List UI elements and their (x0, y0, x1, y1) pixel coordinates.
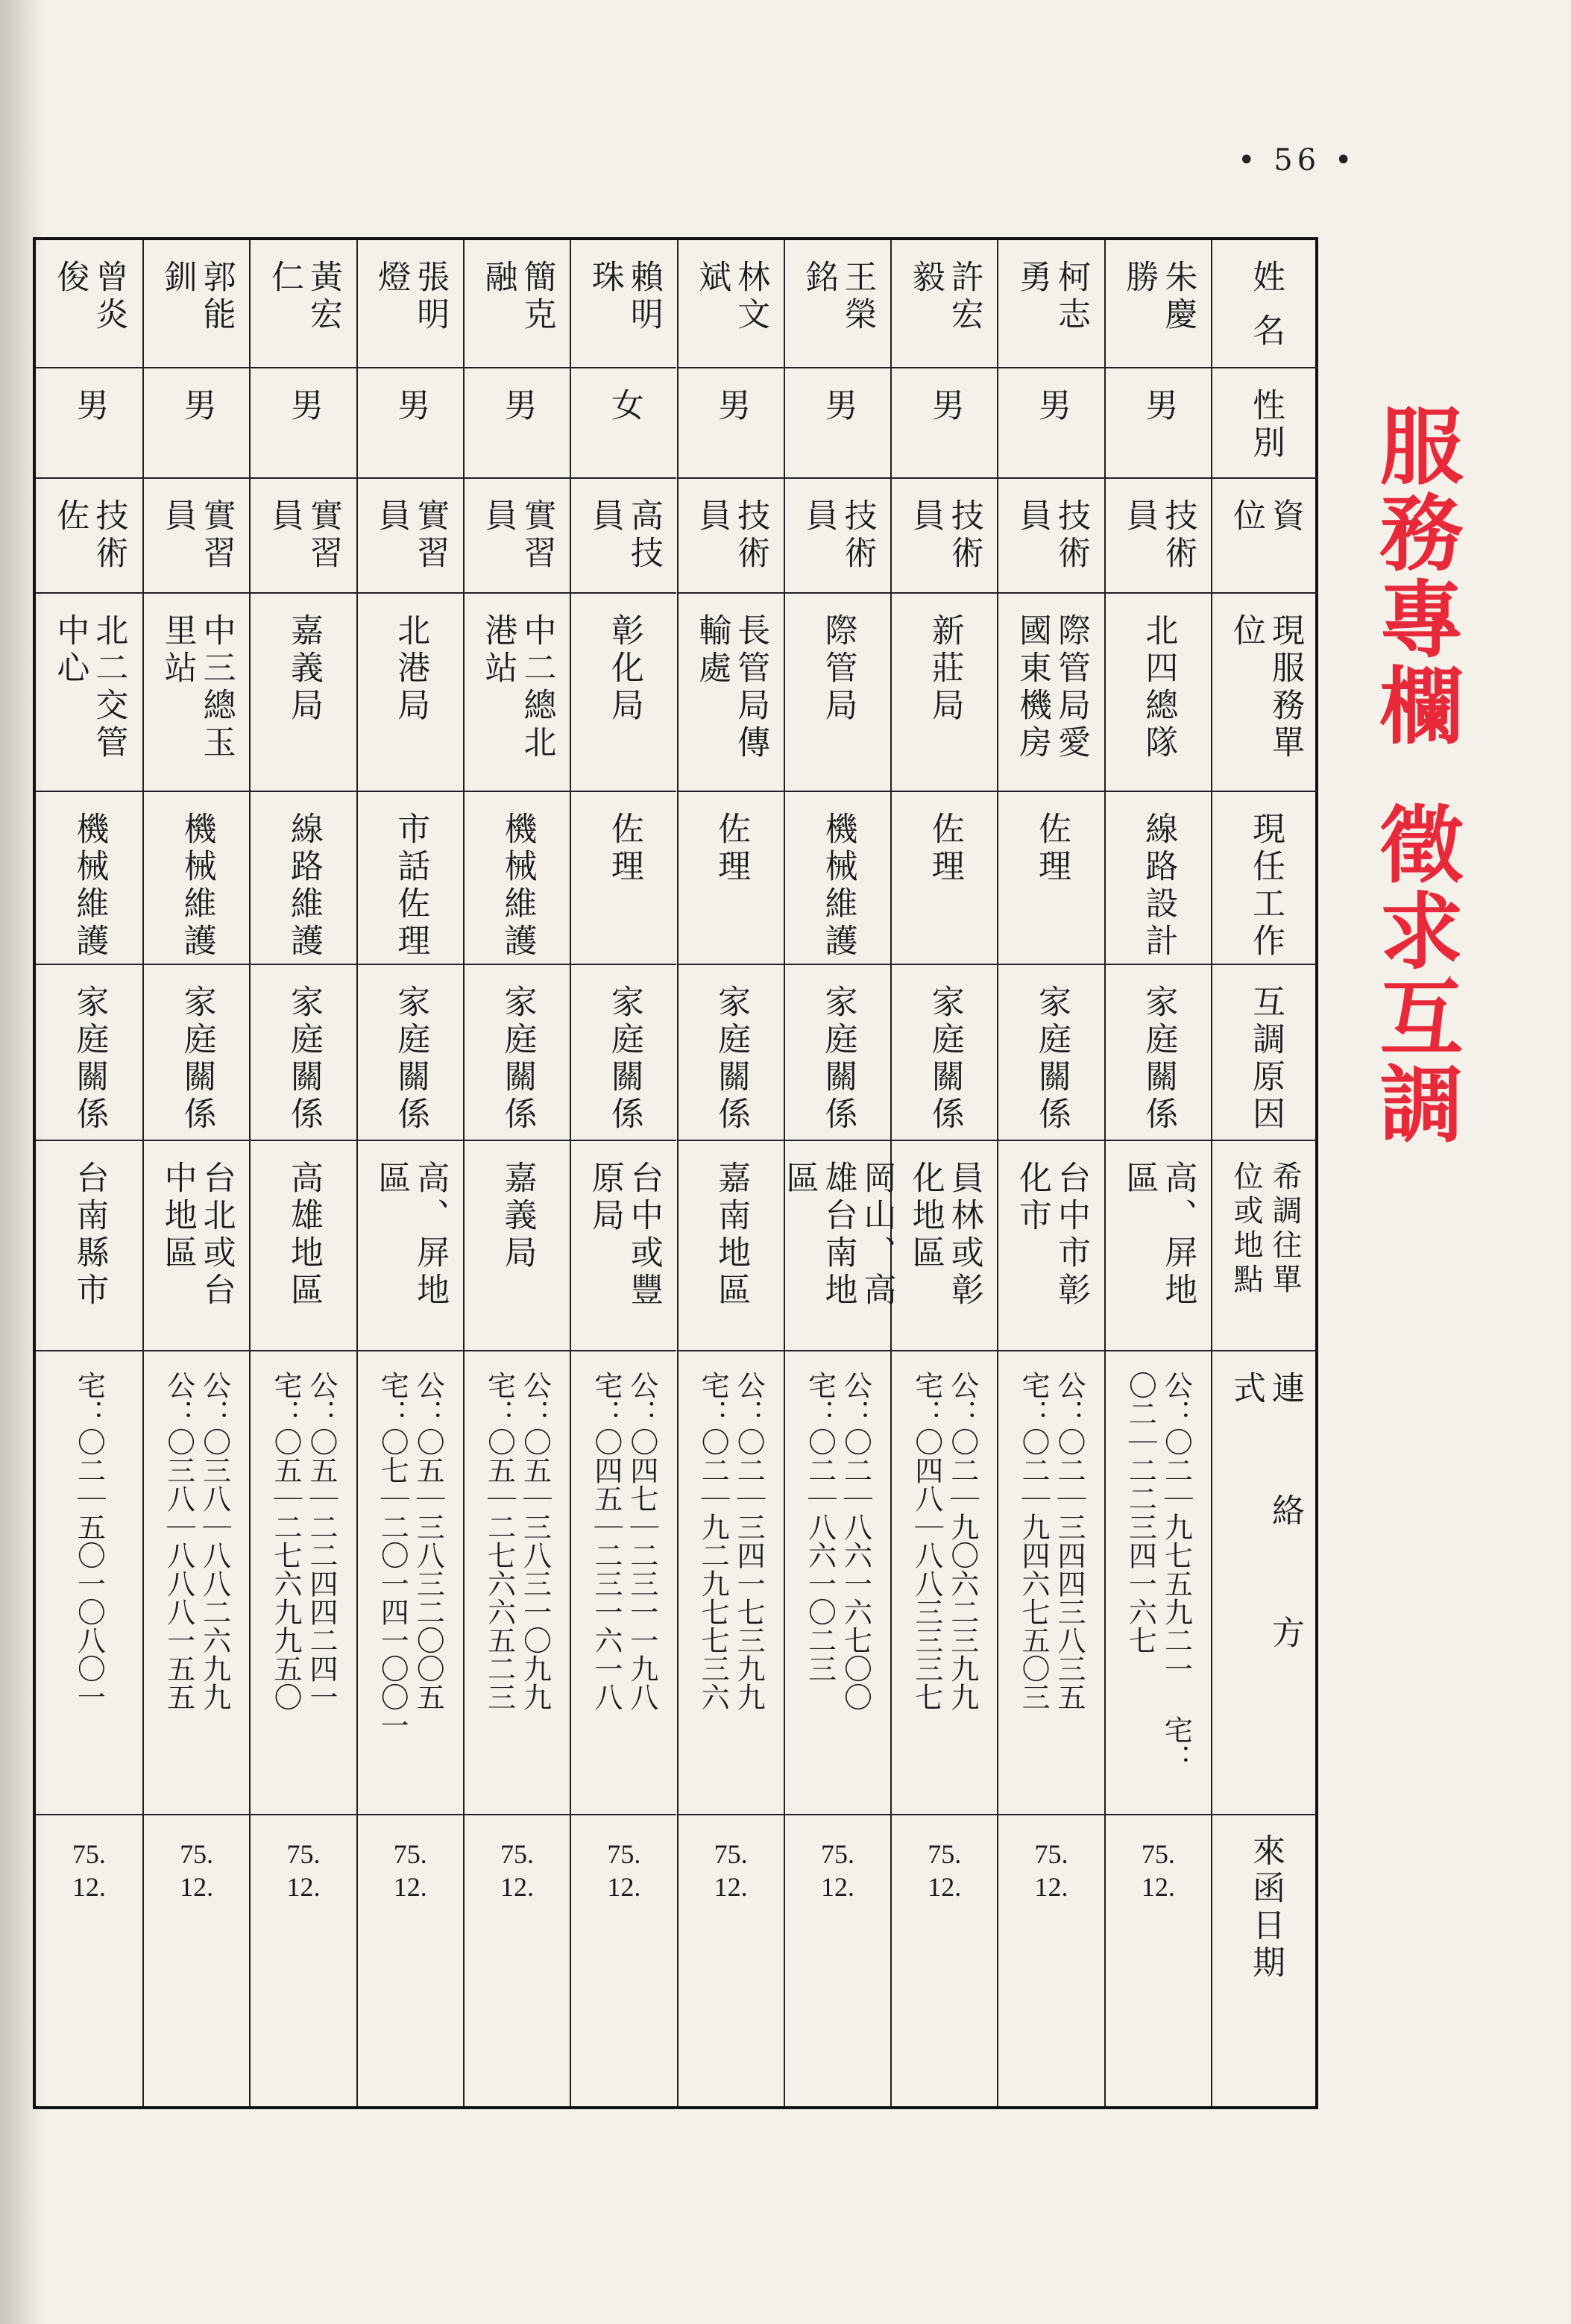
cell-date: 75. 12. (465, 1814, 570, 2109)
cell-rank: 實習員 (358, 477, 463, 592)
cell-wish: 台南縣市 (36, 1140, 142, 1350)
cell-contact: 公：〇二｜三四一七三九九 宅：〇二｜九二九七七三六 (679, 1350, 784, 1814)
cell-contact: 公：〇二｜九〇六二三九九 宅：〇四八｜八八三三三七 (892, 1350, 997, 1814)
cell-job: 佐理 (998, 791, 1104, 964)
cell-wish: 嘉南地區 (679, 1140, 784, 1350)
cell-contact: 公：〇五｜三八三一〇九九 宅：〇五｜二七六六五二三 (465, 1350, 570, 1814)
cell-contact: 公：〇二｜九七五九二一 宅：〇二｜二二三四一六七 (1106, 1350, 1211, 1814)
cell-wish: 高、屏地區 (358, 1140, 463, 1350)
cell-job: 機械維護 (36, 791, 142, 964)
cell-unit: 際管局 (785, 592, 890, 791)
cell-reason: 家庭關係 (36, 964, 142, 1140)
header-gender: 性別 (1212, 367, 1318, 477)
cell-contact: 公：〇二｜八六一六七〇〇 宅：〇二｜八六一〇二三 (785, 1350, 890, 1814)
cell-date: 75. 12. (1106, 1814, 1211, 2109)
cell-rank: 技術佐 (36, 477, 142, 592)
cell-date: 75. 12. (36, 1814, 142, 2109)
cell-date: 75. 12. (571, 1814, 676, 2109)
header-contact: 連絡方式 (1212, 1350, 1318, 1814)
cell-job: 機械維護 (465, 791, 570, 964)
cell-unit: 新莊局 (892, 592, 997, 791)
cell-job: 佐理 (679, 791, 784, 964)
cell-contact: 公：〇二｜三四四三八三五 宅：〇二｜九四六七五〇三 (998, 1350, 1104, 1814)
header-name: 姓名 (1247, 260, 1285, 367)
cell-reason: 家庭關係 (465, 964, 570, 1140)
cell-date: 75. 12. (144, 1814, 249, 2109)
cell-job: 線路設計 (1106, 791, 1211, 964)
cell-date: 75. 12. (251, 1814, 356, 2109)
cell-date: 75. 12. (358, 1814, 463, 2109)
cell-reason: 家庭關係 (892, 964, 997, 1140)
cell-wish: 員林或彰化地區 (892, 1140, 997, 1350)
cell-name: 林文斌 (693, 260, 770, 334)
header-reason: 互調原因 (1212, 964, 1318, 1140)
cell-unit: 中二總北港站 (465, 592, 570, 791)
cell-contact: 公：〇五｜三八三二〇〇五 宅：〇七｜二〇一四一〇〇一 (358, 1350, 463, 1814)
cell-reason: 家庭關係 (251, 964, 356, 1140)
cell-rank: 實習員 (251, 477, 356, 592)
header-date: 來函日期 (1212, 1814, 1318, 2109)
table-row (780, 240, 896, 2106)
header-rank: 資位 (1212, 477, 1318, 592)
cell-reason: 家庭關係 (144, 964, 249, 1140)
cell-gender: 男 (251, 367, 356, 477)
cell-gender: 男 (144, 367, 249, 477)
cell-name: 柯志勇 (1013, 260, 1091, 334)
cell-name: 簡克融 (479, 260, 556, 334)
header-unit: 現服務單位 (1212, 592, 1318, 791)
cell-reason: 家庭關係 (998, 964, 1104, 1140)
page-number: • 56 • (1238, 143, 1357, 178)
cell-gender: 女 (571, 367, 676, 477)
cell-gender: 男 (998, 367, 1104, 477)
cell-job: 佐理 (892, 791, 997, 964)
cell-contact: 宅：〇二｜五〇一〇八〇一 (36, 1350, 142, 1814)
cell-unit: 嘉義局 (251, 592, 356, 791)
cell-wish: 台中或豐原局 (571, 1140, 676, 1350)
cell-date: 75. 12. (998, 1814, 1104, 2109)
header-column (1211, 240, 1318, 2106)
cell-wish: 岡山、高雄台南地區 (785, 1140, 890, 1350)
cell-reason: 家庭關係 (358, 964, 463, 1140)
cell-rank: 技術員 (1106, 477, 1211, 592)
table-row (249, 240, 356, 2106)
header-job: 現任工作 (1212, 791, 1318, 964)
cell-wish: 嘉義局 (465, 1140, 570, 1350)
cell-job: 機械維護 (144, 791, 249, 964)
cell-contact: 公：〇三八｜八八二六九九 公：〇三八｜八八八一五五 (144, 1350, 249, 1814)
cell-job: 線路維護 (251, 791, 356, 964)
cell-unit: 北二交管中心 (36, 592, 142, 791)
cell-rank: 技術員 (892, 477, 997, 592)
cell-unit: 中三總玉里站 (144, 592, 249, 791)
cell-contact: 公：〇五｜二二四四二四一 宅：〇五｜二七六九九五〇 (251, 1350, 356, 1814)
cell-job: 市話佐理 (358, 791, 463, 964)
cell-reason: 家庭關係 (679, 964, 784, 1140)
cell-rank: 實習員 (465, 477, 570, 592)
table-row (1104, 240, 1211, 2106)
cell-rank: 技術員 (998, 477, 1104, 592)
cell-name: 曾炎俊 (51, 260, 128, 334)
table-row (677, 240, 784, 2106)
table-row (890, 240, 997, 2106)
cell-unit: 際管局愛國東機房 (998, 592, 1104, 791)
cell-job: 機械維護 (785, 791, 890, 964)
cell-rank: 實習員 (144, 477, 249, 592)
cell-name: 賴明珠 (585, 260, 663, 334)
cell-unit: 北四總隊 (1106, 592, 1211, 791)
cell-date: 75. 12. (679, 1814, 784, 2109)
cell-name: 郭能釧 (158, 260, 236, 334)
transfer-request-table (33, 237, 1318, 2109)
cell-job: 佐理 (571, 791, 676, 964)
cell-reason: 家庭關係 (785, 964, 890, 1140)
cell-name: 許宏毅 (906, 260, 983, 334)
cell-wish: 高、屏地區 (1106, 1140, 1211, 1350)
cell-contact: 公：〇四七｜二三一一九八 宅：〇四五｜二三一六一八 (571, 1350, 676, 1814)
cell-unit: 長管局傳輸處 (679, 592, 784, 791)
cell-unit: 彰化局 (571, 592, 676, 791)
cell-name: 王榮銘 (799, 260, 877, 334)
table-row (997, 240, 1104, 2106)
cell-gender: 男 (1106, 367, 1211, 477)
cell-gender: 男 (785, 367, 890, 477)
header-wish: 希調往單位或地點 (1212, 1140, 1318, 1350)
table-row (142, 240, 249, 2106)
cell-reason: 家庭關係 (571, 964, 676, 1140)
cell-rank: 技術員 (679, 477, 784, 592)
cell-date: 75. 12. (892, 1814, 997, 2109)
cell-unit: 北港局 (358, 592, 463, 791)
heading-line-service-column: 服務專欄 (1366, 403, 1463, 749)
cell-rank: 技術員 (785, 477, 890, 592)
section-heading (1366, 403, 1463, 1147)
cell-gender: 男 (892, 367, 997, 477)
heading-line-transfer-request: 徵求互調 (1366, 801, 1463, 1147)
table-row (570, 240, 676, 2106)
cell-name: 朱慶勝 (1120, 260, 1197, 334)
table-row (36, 240, 142, 2106)
cell-rank: 高技員 (571, 477, 676, 592)
cell-gender: 男 (679, 367, 784, 477)
cell-reason: 家庭關係 (1106, 964, 1211, 1140)
table-row (463, 240, 570, 2106)
cell-date: 75. 12. (785, 1814, 890, 2109)
cell-name: 黃宏仁 (265, 260, 342, 334)
cell-wish: 台北或台中地區 (144, 1140, 249, 1350)
cell-wish: 高雄地區 (251, 1140, 356, 1350)
cell-name: 張明燈 (372, 260, 450, 334)
cell-gender: 男 (465, 367, 570, 477)
cell-gender: 男 (36, 367, 142, 477)
cell-wish: 台中市彰化市 (998, 1140, 1104, 1350)
table-row (356, 240, 463, 2106)
cell-gender: 男 (358, 367, 463, 477)
